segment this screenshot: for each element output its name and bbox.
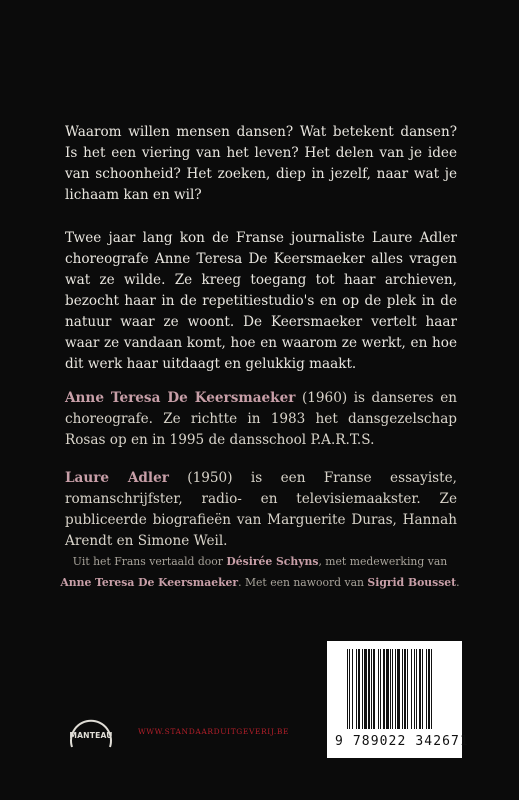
credits-prefix: Uit het Frans vertaald door [72,555,227,568]
barcode-bar [380,649,381,729]
collaborator-name: Anne Teresa De Keersmaeker [60,576,239,589]
barcode-bar [397,649,400,729]
barcode-bar [419,649,421,729]
barcode-bar [390,649,391,729]
author-name-2: Laure Adler [65,470,169,486]
barcode-bar [428,649,430,729]
barcode-bar [358,649,360,729]
blurb-paragraph-2: Twee jaar lang kon de Franse journaliste Laure Adler choreografe Anne Teresa De Keersmaeker alles vragen wat ze wilde. Ze kreeg toegang tot haar archieven, bezocht haar in de repetitiestudio's en op de plek in de natuur waar ze woont. De Keersmaeker vertelt haar waar ze vandaan komt, hoe en waarom ze werkt, en hoe dit werk haar uitdaagt en gelukkig maakt. [65,230,457,372]
barcode-bar [364,649,367,729]
barcode-bar [378,649,379,729]
barcode-bar [386,649,389,729]
blurb-paragraph-1: Waarom willen mensen dansen? Wat betekent dansen? Is het een viering van het leven? Het delen van je idee van schoonheid? Het zoeken, diep in jezelf, naar wat je lichaam kan en wil? [65,124,457,203]
barcode-bar [383,649,385,729]
barcode-bar [395,649,396,729]
afterword-author-name: Sigrid Bousset [367,576,457,589]
barcode-bar [426,649,427,729]
author-bio-1 [65,388,457,451]
barcode-bar [352,649,353,729]
barcode-bar [371,649,372,729]
barcode-bar [368,649,370,729]
isbn-digits: 9 789022 342671 [335,734,469,749]
author-name-1: Anne Teresa De Keersmaeker [65,390,296,406]
barcode-bar [362,649,363,729]
barcode-bar [392,649,393,729]
credits-suffix: . [456,576,460,589]
translation-credits [40,551,480,593]
publisher-url[interactable]: WWW.STANDAARDUITGEVERIJ.BE [138,727,290,736]
barcode-bars [345,649,449,735]
barcode-bar [431,649,432,729]
barcode-bar [414,649,415,729]
author-bio-2 [65,468,457,552]
credits-afterword-prefix: . Met een nawoord van [238,576,368,589]
barcode-bar [404,649,406,729]
publisher-logo [64,717,118,753]
author-bio-1-text: (1960) is danseres en choreografe. Ze richtte in 1983 het dansgezelschap Rosas op en in 1995 de dansschool P.A.R.T.S. [65,390,457,448]
barcode-bar [411,649,412,729]
barcode-bar [422,649,423,729]
barcode-bar [373,649,375,729]
barcode-bar [349,649,350,729]
credits-middle: , met medewerking van [318,555,448,568]
publisher-logo-text: MANTEAU [69,730,113,740]
barcode-bar [402,649,403,729]
barcode-bar [416,649,417,729]
barcode-bar [356,649,357,729]
barcode-bar [407,649,408,729]
barcode-bar [347,649,348,729]
isbn-barcode [327,641,469,758]
translator-name: Désirée Schyns [226,555,319,568]
author-bio-2-text: (1950) is een Franse essayiste, romanschrijfster, radio- en televisiemaakster. Ze publiceerde biografieën van Marguerite Duras, Hannah Arendt en Simone Weil. [65,470,457,549]
